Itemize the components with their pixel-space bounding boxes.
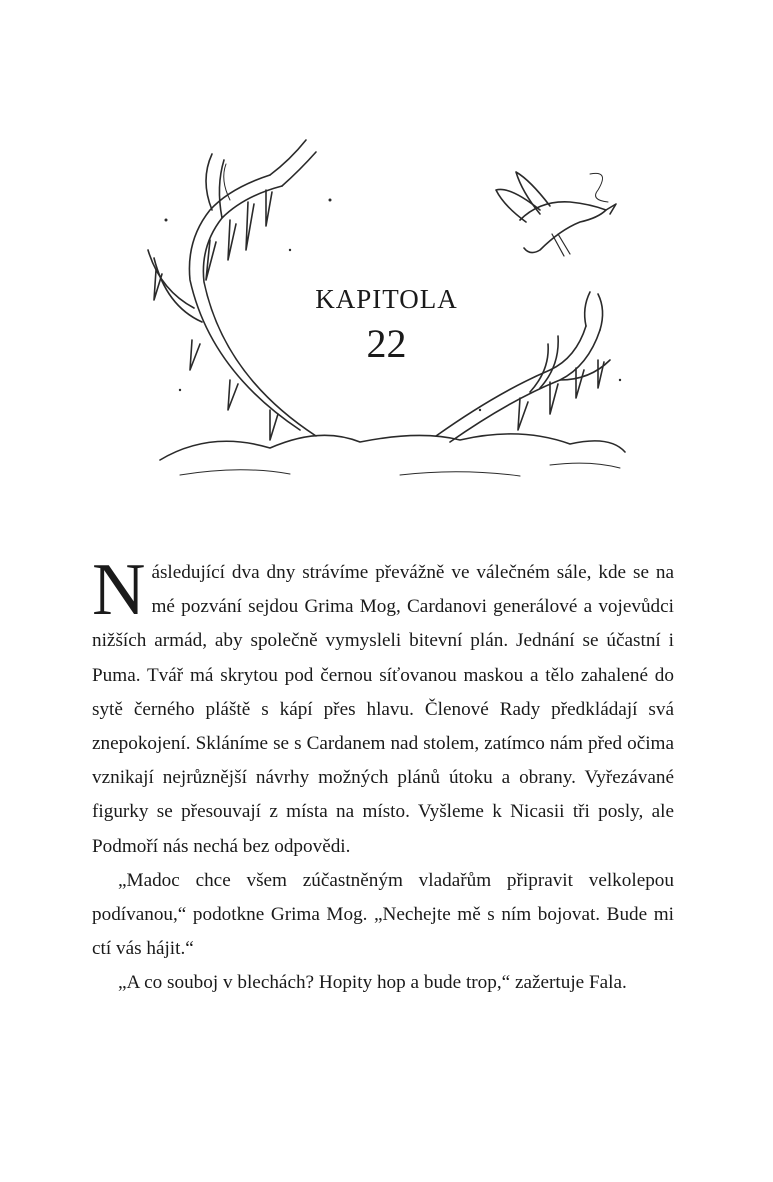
drop-cap: N [92, 549, 146, 631]
paragraph-1 [92, 549, 674, 864]
paragraph-3: „A co souboj v blechách? Hopity hop a bude trop,“ zažertuje Fala. [118, 972, 627, 994]
chapter-text [92, 549, 674, 1001]
chapter-label: KAPITOLA [315, 284, 458, 314]
paragraph-1-text: ásledující dva dny strávíme převážně ve válečném sále, kde se na mé pozvání sejdou Grima Mog, Cardanovi generálové a vojevůdci nižších armád, aby společně vymysleli bitevní plán. Jednání se účastní i Puma. Tvář má skrytou pod černou síťovanou maskou a tělo zahalené do sytě černého pláště s kápí přes hlavu. Členové Rady předkládají svá znepokojení. Skláníme se s Cardanem nad stolem, zatímco nám před očima vznikají nejrůznější návrhy možných plánů útoku a obrany. Vyřezávané figurky se přesouvají z místa na místo. Vyšleme k Nicasii tři posly, ale Podmoří nás nechá bez odpovědi. [92, 562, 674, 857]
chapter-number: 22 [366, 321, 407, 366]
paragraph-2: „Madoc chce všem zúčastněným vladařům připravit velkolepou podívanou,“ podotkne Grima Mog. „Nechejte mě s ním bojovat. Bude mi ctí vás hájit.“ [92, 869, 674, 960]
